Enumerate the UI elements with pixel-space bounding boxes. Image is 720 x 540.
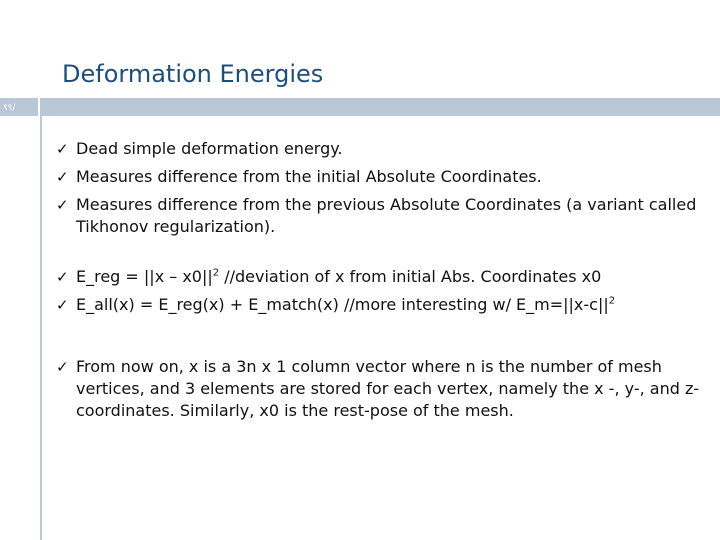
bullet-item <box>56 266 708 288</box>
superscript: 2 <box>212 267 220 279</box>
bullet-group-2 <box>56 266 708 316</box>
slide-body <box>56 138 708 448</box>
bullet-text <box>76 266 708 288</box>
formula-text: E_all(x) = E_reg(x) + E_match(x) //more interesting w/ E_m=||x-c|| <box>76 295 609 314</box>
formula-comment: //deviation of x from initial Abs. Coordinates x0 <box>219 267 602 286</box>
check-icon: ✓ <box>56 268 69 286</box>
check-icon: ✓ <box>56 358 69 376</box>
bullet-text: Measures difference from the previous Absolute Coordinates (a variant called Tikhonov regularization). <box>76 195 697 236</box>
slide-number: ९९/ <box>3 103 16 113</box>
bullet-item <box>56 166 708 188</box>
left-divider <box>40 98 42 540</box>
bullet-text <box>76 294 708 316</box>
superscript: 2 <box>608 295 616 307</box>
bullet-text: Measures difference from the initial Absolute Coordinates. <box>76 167 542 186</box>
bullet-text: Dead simple deformation energy. <box>76 139 343 158</box>
check-icon: ✓ <box>56 168 69 186</box>
slide-title: Deformation Energies <box>62 60 324 88</box>
formula-text: E_reg = ||x – x0|| <box>76 267 213 286</box>
bullet-group-1 <box>56 138 708 238</box>
header-divider <box>42 98 720 116</box>
check-icon: ✓ <box>56 196 69 214</box>
bullet-item <box>56 356 708 422</box>
bullet-text: From now on, x is a 3n x 1 column vector where n is the number of mesh vertices, and 3 elements are stored for each vertex, namely the x -, y-, and z-coordinates. Similarly, x0 is the rest-pose of the mesh. <box>76 357 700 420</box>
bullet-item <box>56 194 708 238</box>
bullet-group-3 <box>56 356 708 422</box>
check-icon: ✓ <box>56 140 69 158</box>
check-icon: ✓ <box>56 296 69 314</box>
bullet-item <box>56 294 708 316</box>
bullet-item <box>56 138 708 160</box>
